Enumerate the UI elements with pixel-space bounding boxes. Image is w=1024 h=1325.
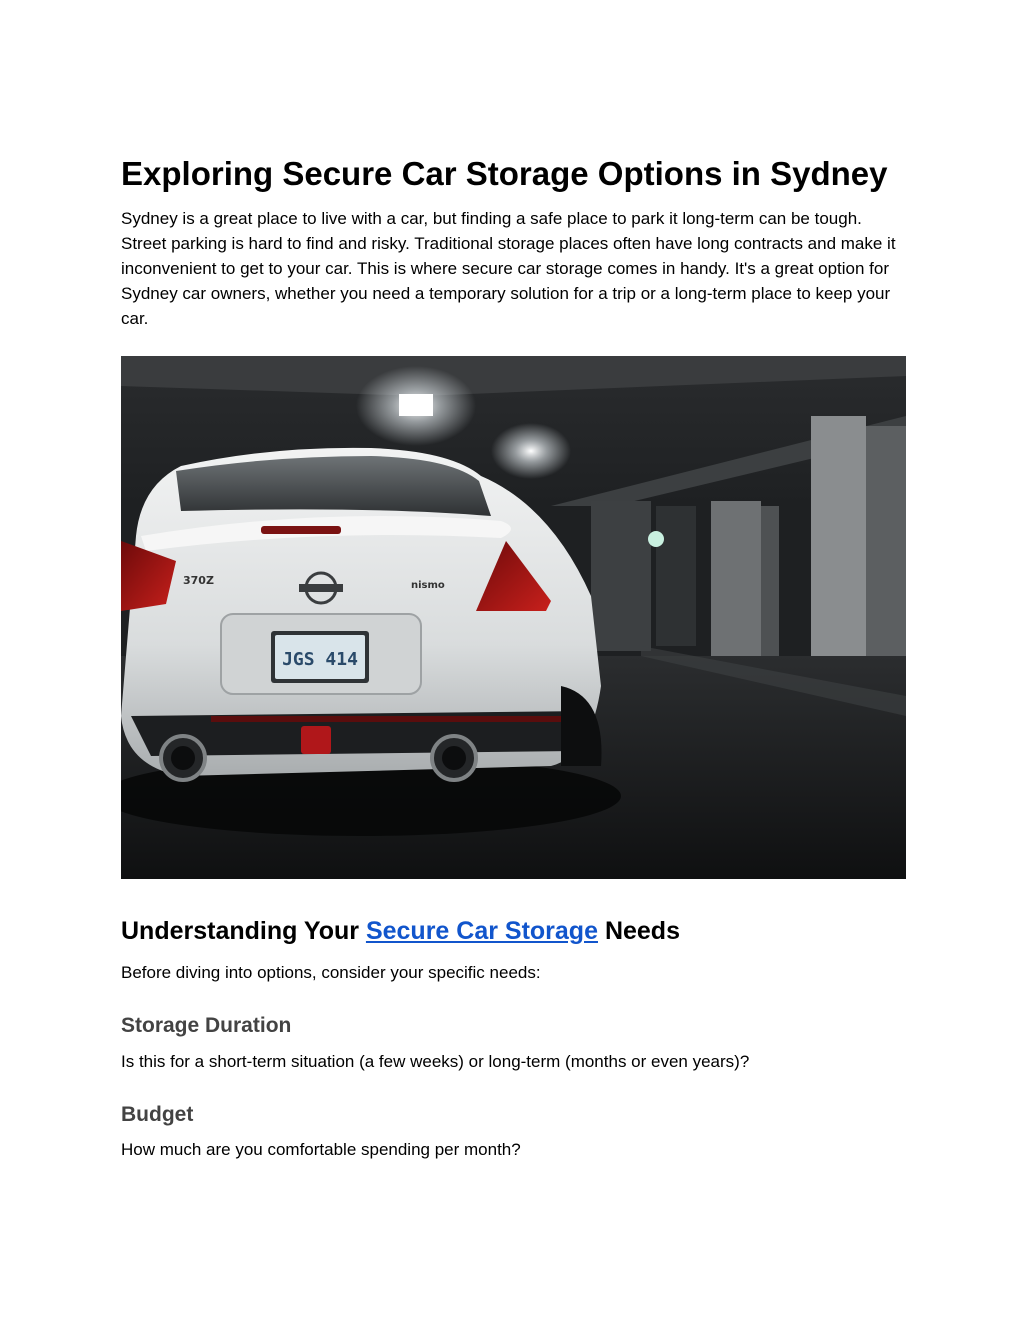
intro-paragraph: Sydney is a great place to live with a car, but finding a safe place to park it long-term can be tough. Street parking is hard to find and risky. Traditional storage places often have long contracts and make it inconvenient to get to your car. This is where secure car storage comes in handy. It's a great option for Sydney car owners, whether you need a temporary solution for a trip or a long-term place to keep your car. bbox=[121, 209, 896, 328]
page-title: Exploring Secure Car Storage Options in Sydney bbox=[121, 155, 888, 192]
secure-car-storage-link[interactable]: Secure Car Storage bbox=[365, 917, 598, 945]
hero-image bbox=[121, 356, 906, 879]
section-heading-suffix: Needs bbox=[604, 917, 680, 945]
storage-duration-text: Is this for a short-term situation (a few weeks) or long-term (months or even years)? bbox=[121, 1052, 750, 1071]
section-heading-prefix: Understanding Your bbox=[121, 917, 359, 945]
budget-text: How much are you comfortable spending per month? bbox=[121, 1140, 521, 1159]
storage-duration-heading: Storage Duration bbox=[121, 1014, 292, 1037]
car-in-parking-garage-illustration bbox=[121, 356, 906, 879]
badge-right: nismo bbox=[411, 580, 445, 591]
budget-heading: Budget bbox=[121, 1103, 194, 1126]
badge-left: 370Z bbox=[183, 574, 214, 587]
section-intro: Before diving into options, consider your specific needs: bbox=[121, 963, 541, 982]
license-plate: JGS 414 bbox=[282, 649, 358, 670]
section-heading bbox=[121, 912, 680, 950]
